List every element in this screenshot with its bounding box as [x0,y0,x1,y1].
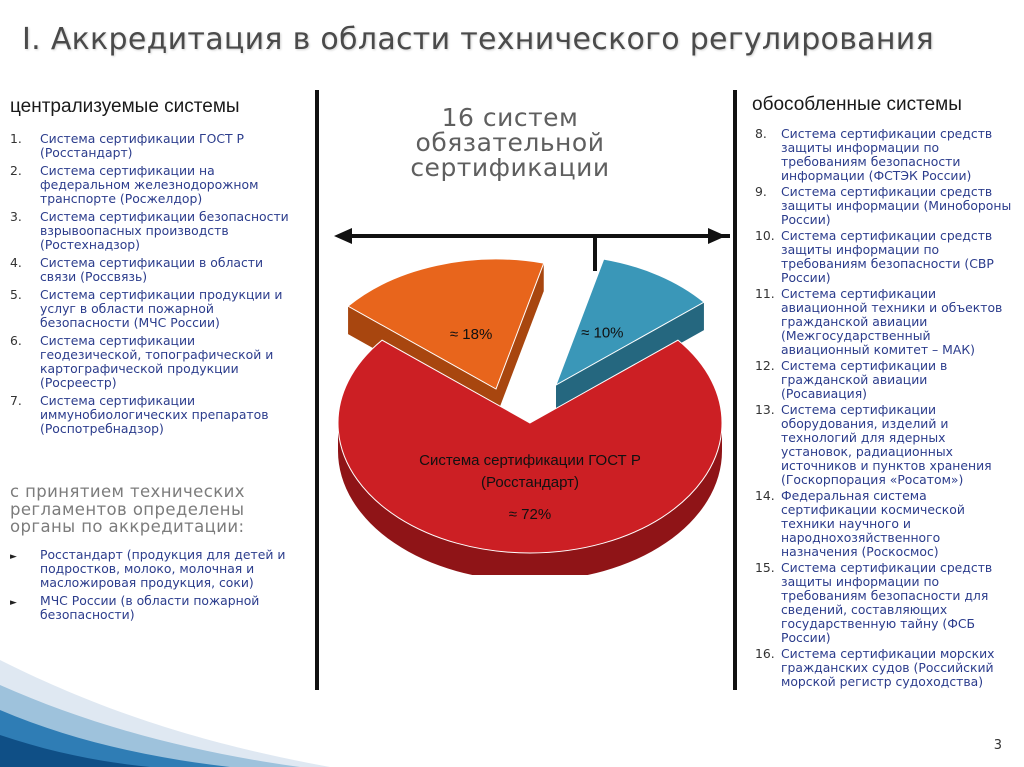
pie-chart-svg [325,255,735,575]
pie-slice-name-label: (Росстандарт) [481,474,579,491]
pie-data-label: ≈ 18% [449,326,493,344]
list-item: 14. Федеральная система сертификации космической техники научного и народнохозяйственного назначения (Роскосмос) [755,488,965,559]
list-item: 3. Система сертификации безопасности взрывоопасных производств (Ростехнадзор) [10,209,289,252]
page-number: 3 [993,738,1002,753]
centralized-systems-list [10,132,300,440]
triangle-bullet-icon: ► [10,598,17,608]
pie-chart [325,255,735,575]
bullet-item: ► МЧС России (в области пожарной безопасности) [10,593,260,622]
bullet-item: ► Росстандарт (продукция для детей и подростков, молоко, молочная и масложировая продукция, соки) [10,547,286,590]
accreditation-bodies-list [10,548,300,626]
pie-chart-title: 16 систем обязательной сертификации [410,103,610,182]
list-item: 4. Система сертификации в области связи (Россвязь) [10,255,264,284]
decorative-wave [0,640,330,767]
list-item: 13. Система сертификации оборудования, изделий и технологий для ядерных установок, радиационных источников и пунктов хранения (Госкорпорация «Росатом») [755,402,992,487]
list-item: 7. Система сертификации иммунобиологических препаратов (Роспотребнадзор) [10,393,269,436]
pie-data-label: ≈ 10% [581,324,624,342]
slide-title: I. Аккредитация в области технического регулирования [22,22,934,57]
triangle-bullet-icon: ► [10,552,17,562]
list-item: 5. Система сертификации продукции и услуг в области пожарной безопасности (МЧС России) [10,287,283,330]
list-item: 10. Система сертификации средств защиты информации по требованиям безопасности (СВР России) [755,228,994,285]
list-item: 6. Система сертификации геодезической, топографической и картографической продукции (Росреестр) [10,333,274,390]
list-item: 15. Система сертификации средств защиты информации по требованиям безопасности для сведений, составляющих государственную тайну (ФСБ России) [755,560,993,645]
pie-slice-name-label: Система сертификации ГОСТ Р [419,452,641,469]
accreditation-note: с принятием технических регламентов определены органы по аккредитации: [10,482,245,536]
list-item: 11. Система сертификации авиационной техники и объектов гражданской авиации (Межгосударственный авиационный комитет – МАК) [755,286,1003,357]
list-item: 12. Система сертификации в гражданской авиации (Росавиация) [755,358,948,401]
pie-data-label: ≈ 72% [508,506,552,523]
separate-systems-list [755,127,1017,691]
list-item: 16. Система сертификации морских гражданских судов (Российский морской регистр судоходства) [755,646,995,689]
list-item: 1. Система сертификации ГОСТ Р (Росстандарт) [10,131,244,160]
left-column-heading: централизуемые системы [10,96,240,117]
left-divider [315,90,319,690]
list-item: 8. Система сертификации средств защиты информации по требованиям безопасности информации (ФСТЭК России) [755,126,993,183]
right-column-heading: обособленные системы [752,94,962,115]
list-item: 9. Система сертификации средств защиты информации (Минобороны России) [755,184,1012,227]
list-item: 2. Система сертификации на федеральном железнодорожном транспорте (Росжелдор) [10,163,259,206]
